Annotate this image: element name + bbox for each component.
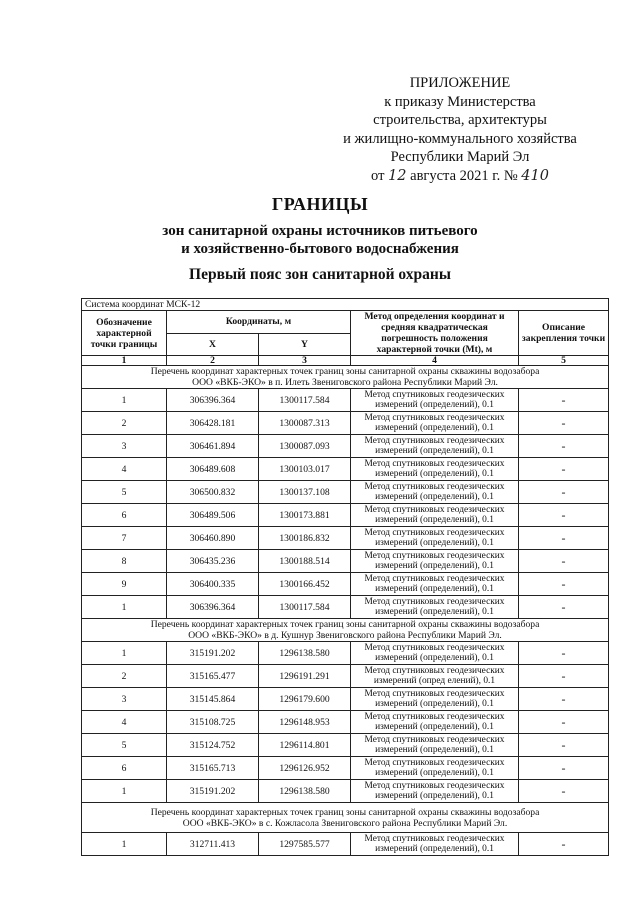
method-line: измерений (определений), 0.1	[375, 768, 494, 778]
method-cell	[351, 435, 519, 458]
description-cell: -	[519, 665, 609, 688]
method-line: измерений (опред елений), 0.1	[373, 676, 496, 686]
table-row	[82, 642, 609, 665]
method-cell	[351, 757, 519, 780]
table-row	[82, 757, 609, 780]
x-cell: 306435.236	[167, 550, 259, 573]
method-line: Метод спутниковых геодезических	[364, 504, 505, 515]
x-cell: 315108.725	[167, 711, 259, 734]
method-cell	[351, 412, 519, 435]
section-title	[82, 619, 609, 642]
method-cell	[351, 642, 519, 665]
y-cell: 1300087.093	[259, 435, 351, 458]
table-row	[82, 527, 609, 550]
method-line: Метод спутниковых геодезических	[364, 833, 505, 844]
description-cell: -	[519, 711, 609, 734]
description-cell: -	[519, 435, 609, 458]
method-line: измерений (определений), 0.1	[375, 492, 494, 502]
handwritten-order-number: 410	[521, 167, 549, 184]
appendix-label: ПРИЛОЖЕНИЕ	[409, 75, 511, 91]
point-cell: 4	[82, 711, 167, 734]
method-line: измерений (определений), 0.1	[375, 446, 494, 456]
x-cell: 306428.181	[167, 412, 259, 435]
x-cell: 306489.608	[167, 458, 259, 481]
point-cell: 1	[82, 642, 167, 665]
x-cell: 315191.202	[167, 780, 259, 803]
appendix-date-line	[300, 167, 620, 186]
method-line: измерений (определений), 0.1	[375, 791, 494, 801]
x-cell: 306396.364	[167, 389, 259, 412]
y-cell: 1296114.801	[259, 734, 351, 757]
method-line: Метод спутниковых геодезических	[364, 527, 505, 538]
y-cell: 1300186.832	[259, 527, 351, 550]
point-cell: 1	[82, 780, 167, 803]
section-title	[82, 366, 609, 389]
y-cell: 1300117.584	[259, 389, 351, 412]
section-title-line: ООО «ВКБ-ЭКО» в д. Кушнур Звениговского района Республики Марий Эл.	[188, 630, 502, 641]
method-line: Метод спутниковых геодезических	[364, 711, 505, 722]
point-cell: 9	[82, 573, 167, 596]
header-coords: Координаты, м	[167, 311, 351, 334]
point-cell: 1	[82, 389, 167, 412]
coordinates-table	[81, 298, 609, 856]
column-number: 1	[82, 356, 167, 366]
table-row	[82, 504, 609, 527]
method-line: Метод спутниковых геодезических	[364, 642, 505, 653]
document-title: ГРАНИЦЫ	[271, 194, 369, 214]
column-number: 4	[351, 356, 519, 366]
table-row	[82, 711, 609, 734]
header-x: X	[167, 333, 259, 356]
method-line: Метод спутниковых геодезических	[364, 734, 505, 745]
x-cell: 306400.335	[167, 573, 259, 596]
header-method: Метод определения координат и средняя квадратическая погрешность положения характерной точки (Mt), м	[351, 311, 519, 356]
description-cell: -	[519, 780, 609, 803]
method-line: Метод спутниковых геодезических	[364, 458, 505, 469]
description-cell: -	[519, 734, 609, 757]
description-cell: -	[519, 550, 609, 573]
handwritten-day: 12	[388, 167, 407, 184]
date-middle: августа 2021 г. №	[410, 167, 518, 184]
description-cell: -	[519, 642, 609, 665]
method-cell	[351, 833, 519, 856]
table-row	[82, 389, 609, 412]
appendix-ministry-line-2: и жилищно-коммунального хозяйства	[343, 130, 577, 147]
x-cell: 306489.506	[167, 504, 259, 527]
method-line: измерений (определений), 0.1	[375, 844, 494, 854]
method-line: Метод спутниковых геодезических	[364, 573, 505, 584]
x-cell: 306396.364	[167, 596, 259, 619]
method-line: Метод спутниковых геодезических	[364, 481, 505, 492]
appendix-ministry-line: строительства, архитектуры	[373, 112, 547, 129]
point-cell: 3	[82, 435, 167, 458]
method-cell	[351, 665, 519, 688]
method-cell	[351, 550, 519, 573]
section-title-line: Перечень координат характерных точек границ зоны санитарной охраны скважины водозабора	[150, 366, 540, 377]
section-header-row	[82, 366, 609, 389]
header-description: Описание закрепления точки	[519, 311, 609, 356]
table-row	[82, 665, 609, 688]
coordinate-system: Система координат МСК-12	[82, 299, 609, 311]
point-cell: 2	[82, 665, 167, 688]
method-line: Метод спутниковых геодезических	[364, 596, 505, 607]
table-row	[82, 780, 609, 803]
point-cell: 2	[82, 412, 167, 435]
x-cell: 315165.713	[167, 757, 259, 780]
method-line: Метод спутниковых геодезических	[364, 412, 505, 423]
document-subtitle	[0, 222, 640, 258]
method-cell	[351, 389, 519, 412]
method-cell	[351, 596, 519, 619]
column-number: 3	[259, 356, 351, 366]
method-cell	[351, 527, 519, 550]
method-line: измерений (определений), 0.1	[375, 469, 494, 479]
x-cell: 306461.894	[167, 435, 259, 458]
description-cell: -	[519, 458, 609, 481]
point-cell: 6	[82, 504, 167, 527]
table-row	[82, 688, 609, 711]
method-line: Метод спутниковых геодезических	[364, 435, 505, 446]
point-cell: 3	[82, 688, 167, 711]
method-line: измерений (определений), 0.1	[375, 515, 494, 525]
method-cell	[351, 780, 519, 803]
y-cell: 1300087.313	[259, 412, 351, 435]
table-row	[82, 833, 609, 856]
section-title-line: Перечень координат характерных точек границ зоны санитарной охраны скважины водозабора	[150, 806, 540, 818]
table-row	[82, 481, 609, 504]
method-line: измерений (определений), 0.1	[375, 699, 494, 709]
method-line: измерений (определений), 0.1	[375, 584, 494, 594]
method-line: измерений (определений), 0.1	[375, 561, 494, 571]
table-row	[82, 435, 609, 458]
appendix-republic-line: Республики Марий Эл	[390, 149, 530, 166]
description-cell: -	[519, 527, 609, 550]
x-cell: 312711.413	[167, 833, 259, 856]
x-cell: 315191.202	[167, 642, 259, 665]
belt-title: Первый пояс зон санитарной охраны	[189, 266, 451, 283]
y-cell: 1296138.580	[259, 642, 351, 665]
x-cell: 315124.752	[167, 734, 259, 757]
y-cell: 1300103.017	[259, 458, 351, 481]
section-title-line: ООО «ВКБ-ЭКО» в п. Илеть Звениговского района Республики Марий Эл.	[192, 377, 498, 388]
y-cell: 1296191.291	[259, 665, 351, 688]
method-line: измерений (определений), 0.1	[375, 423, 494, 433]
method-line: измерений (определений), 0.1	[375, 538, 494, 548]
section-title-line: Перечень координат характерных точек границ зоны санитарной охраны скважины водозабора	[150, 619, 540, 630]
y-cell: 1300166.452	[259, 573, 351, 596]
description-cell: -	[519, 573, 609, 596]
y-cell: 1296179.600	[259, 688, 351, 711]
y-cell: 1300117.584	[259, 596, 351, 619]
description-cell: -	[519, 389, 609, 412]
description-cell: -	[519, 596, 609, 619]
method-cell	[351, 711, 519, 734]
method-line: Метод спутниковых геодезических	[364, 665, 505, 676]
description-cell: -	[519, 481, 609, 504]
method-cell	[351, 481, 519, 504]
method-line: измерений (определений), 0.1	[375, 722, 494, 732]
section-header-row	[82, 619, 609, 642]
method-line: измерений (определений), 0.1	[375, 400, 494, 410]
point-cell: 5	[82, 481, 167, 504]
section-title	[82, 803, 609, 833]
point-cell: 1	[82, 833, 167, 856]
table-row	[82, 596, 609, 619]
method-line: измерений (определений), 0.1	[375, 607, 494, 617]
method-cell	[351, 573, 519, 596]
description-cell: -	[519, 757, 609, 780]
date-prefix: от	[371, 167, 385, 184]
description-cell: -	[519, 688, 609, 711]
table-row	[82, 573, 609, 596]
point-cell: 6	[82, 757, 167, 780]
appendix-block	[300, 74, 620, 186]
y-cell: 1296138.580	[259, 780, 351, 803]
y-cell: 1296126.952	[259, 757, 351, 780]
x-cell: 306460.890	[167, 527, 259, 550]
point-cell: 8	[82, 550, 167, 573]
method-cell	[351, 504, 519, 527]
y-cell: 1296148.953	[259, 711, 351, 734]
method-line: Метод спутниковых геодезических	[364, 688, 505, 699]
point-cell: 4	[82, 458, 167, 481]
header-point: Обозначение характерной точки границы	[82, 311, 167, 356]
x-cell: 306500.832	[167, 481, 259, 504]
y-cell: 1300188.514	[259, 550, 351, 573]
point-cell: 1	[82, 596, 167, 619]
point-cell: 7	[82, 527, 167, 550]
header-y: Y	[259, 333, 351, 356]
method-line: измерений (определений), 0.1	[375, 653, 494, 663]
table-row	[82, 734, 609, 757]
method-cell	[351, 734, 519, 757]
method-line: Метод спутниковых геодезических	[364, 550, 505, 561]
point-cell: 5	[82, 734, 167, 757]
description-cell: -	[519, 412, 609, 435]
method-cell	[351, 688, 519, 711]
section-header-row	[82, 803, 609, 833]
table-row	[82, 412, 609, 435]
description-cell: -	[519, 504, 609, 527]
x-cell: 315165.477	[167, 665, 259, 688]
method-cell	[351, 458, 519, 481]
subtitle-line-1: зон санитарной охраны источников питьевого	[162, 223, 478, 239]
table-row	[82, 550, 609, 573]
column-number: 5	[519, 356, 609, 366]
method-line: измерений (определений), 0.1	[375, 745, 494, 755]
column-number: 2	[167, 356, 259, 366]
y-cell: 1300173.881	[259, 504, 351, 527]
y-cell: 1297585.577	[259, 833, 351, 856]
method-line: Метод спутниковых геодезических	[364, 780, 505, 791]
section-title-line: ООО «ВКБ-ЭКО» в с. Кожласола Звениговского района Республики Марий Эл.	[182, 817, 508, 829]
table-row	[82, 458, 609, 481]
method-line: Метод спутниковых геодезических	[364, 757, 505, 768]
appendix-order-line: к приказу Министерства	[384, 93, 536, 110]
subtitle-line-2: и хозяйственно-бытового водоснабжения	[181, 241, 459, 257]
y-cell: 1300137.108	[259, 481, 351, 504]
description-cell: -	[519, 833, 609, 856]
method-line: Метод спутниковых геодезических	[364, 389, 505, 400]
coordinates-table-body	[82, 299, 609, 856]
x-cell: 315145.864	[167, 688, 259, 711]
